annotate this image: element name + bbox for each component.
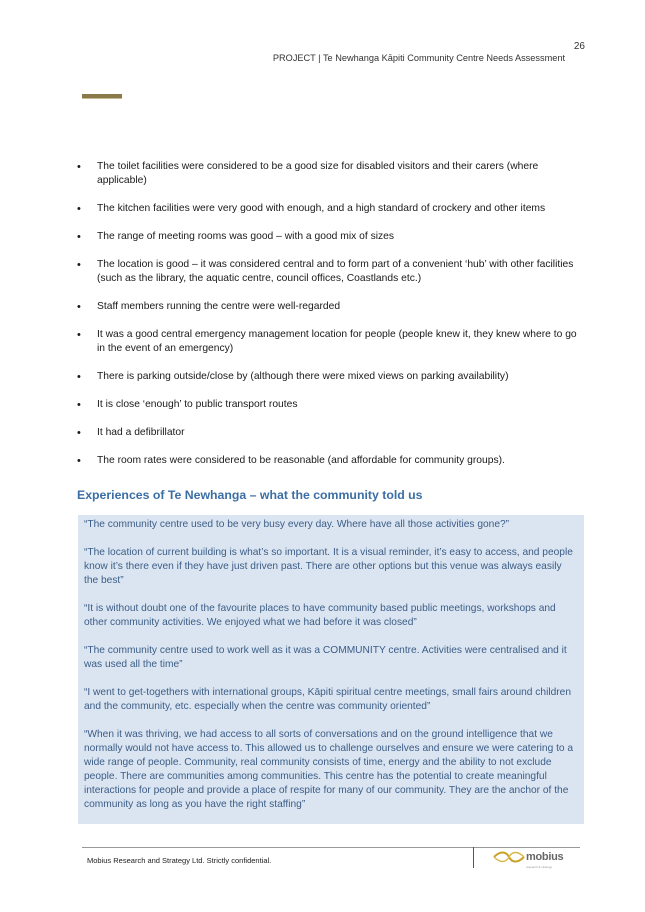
quote: “The community centre used to be very busy every day. Where have all those activities gone?” [84, 519, 510, 530]
list-item-text: The room rates were considered to be reasonable (and affordable for community groups). [97, 455, 505, 466]
footer-rule [82, 847, 580, 848]
document-header-title: PROJECT | Te Newhanga Kāpiti Community Centre Needs Assessment [272, 53, 565, 63]
mobius-logo [492, 850, 564, 869]
list-item-text: The kitchen facilities were very good with enough, and a high standard of crockery and other items [97, 203, 546, 214]
quote: “I went to get-togethers with international groups, Kāpiti spiritual centre meetings, small fairs around children and the community, etc. especially when the centre was community oriented” [84, 687, 571, 712]
section-heading: Experiences of Te Newhanga – what the community told us [77, 488, 423, 502]
bullet-icon: • [77, 231, 81, 243]
list-item [76, 230, 581, 244]
footer-confidentiality-text: Mobius Research and Strategy Ltd. Strictly confidential. [87, 856, 272, 865]
bullet-icon: • [77, 371, 81, 383]
list-item-text: The toilet facilities were considered to be a good size for disabled visitors and their carers (where applicable) [97, 161, 539, 186]
list-item [76, 202, 581, 216]
list-item-text: Staff members running the centre were well-regarded [97, 301, 341, 312]
list-item [76, 370, 581, 384]
bullet-icon: • [77, 203, 81, 215]
header-accent-bar [82, 94, 122, 98]
list-item [76, 300, 581, 314]
bullet-icon: • [77, 161, 81, 173]
list-item [76, 454, 581, 468]
list-item [76, 426, 581, 440]
quote: “The community centre used to work well as it was a COMMUNITY centre. Activities were centralised and it was used all the time” [84, 645, 567, 670]
list-item [76, 398, 581, 412]
list-item [76, 160, 581, 188]
list-item-text: It is close ‘enough’ to public transport routes [97, 399, 298, 410]
footer-divider [473, 847, 474, 868]
logo-wordmark: mobius [526, 851, 564, 863]
quote: “The location of current building is what’s so important. It is a visual reminder, it’s easy to access, and people know it’s there even if they have just driven past. There are other options but this venue was always easily the best” [84, 547, 573, 586]
list-item-text: There is parking outside/close by (although there were mixed views on parking availability) [97, 371, 509, 382]
list-item [76, 258, 581, 286]
list-item [76, 328, 581, 356]
bullet-icon: • [77, 455, 81, 467]
bullet-icon: • [77, 259, 81, 271]
page-number: 26 [573, 41, 585, 52]
quote: “When it was thriving, we had access to all sorts of conversations and on the ground intelligence that we normally would not have access to. This allowed us to challenge ourselves and ensure we were catering to a wide range of people. Community, real community consists of time, energy and the ability to not exclude people. There are communities among communities. This centre has the potential to create meaningful interactions for people and provide a place of respite for many of our community. They are the anchor of the community as long as you have the right staffing” [84, 729, 574, 810]
list-item-text: The location is good – it was considered central and to form part of a convenient ‘hub’ with other facilities (such as the library, the aquatic centre, council offices, Coastlands etc.) [97, 259, 574, 284]
mobius-swoosh-icon [492, 850, 526, 864]
list-item-text: The range of meeting rooms was good – with a good mix of sizes [97, 231, 395, 242]
logo-tagline: research & strategy [526, 865, 553, 869]
list-item-text: It was a good central emergency management location for people (people knew it, they knew where to go in the event of an emergency) [97, 329, 577, 354]
list-item-text: It had a defibrillator [97, 427, 185, 438]
bullet-icon: • [77, 399, 81, 411]
bullet-list [76, 160, 581, 482]
community-quotes-box [78, 515, 584, 824]
bullet-icon: • [77, 301, 81, 313]
bullet-icon: • [77, 329, 81, 341]
quote: “It is without doubt one of the favourite places to have community based public meetings, workshops and other community activities. We enjoyed what we had before it was closed” [84, 603, 556, 628]
bullet-icon: • [77, 427, 81, 439]
